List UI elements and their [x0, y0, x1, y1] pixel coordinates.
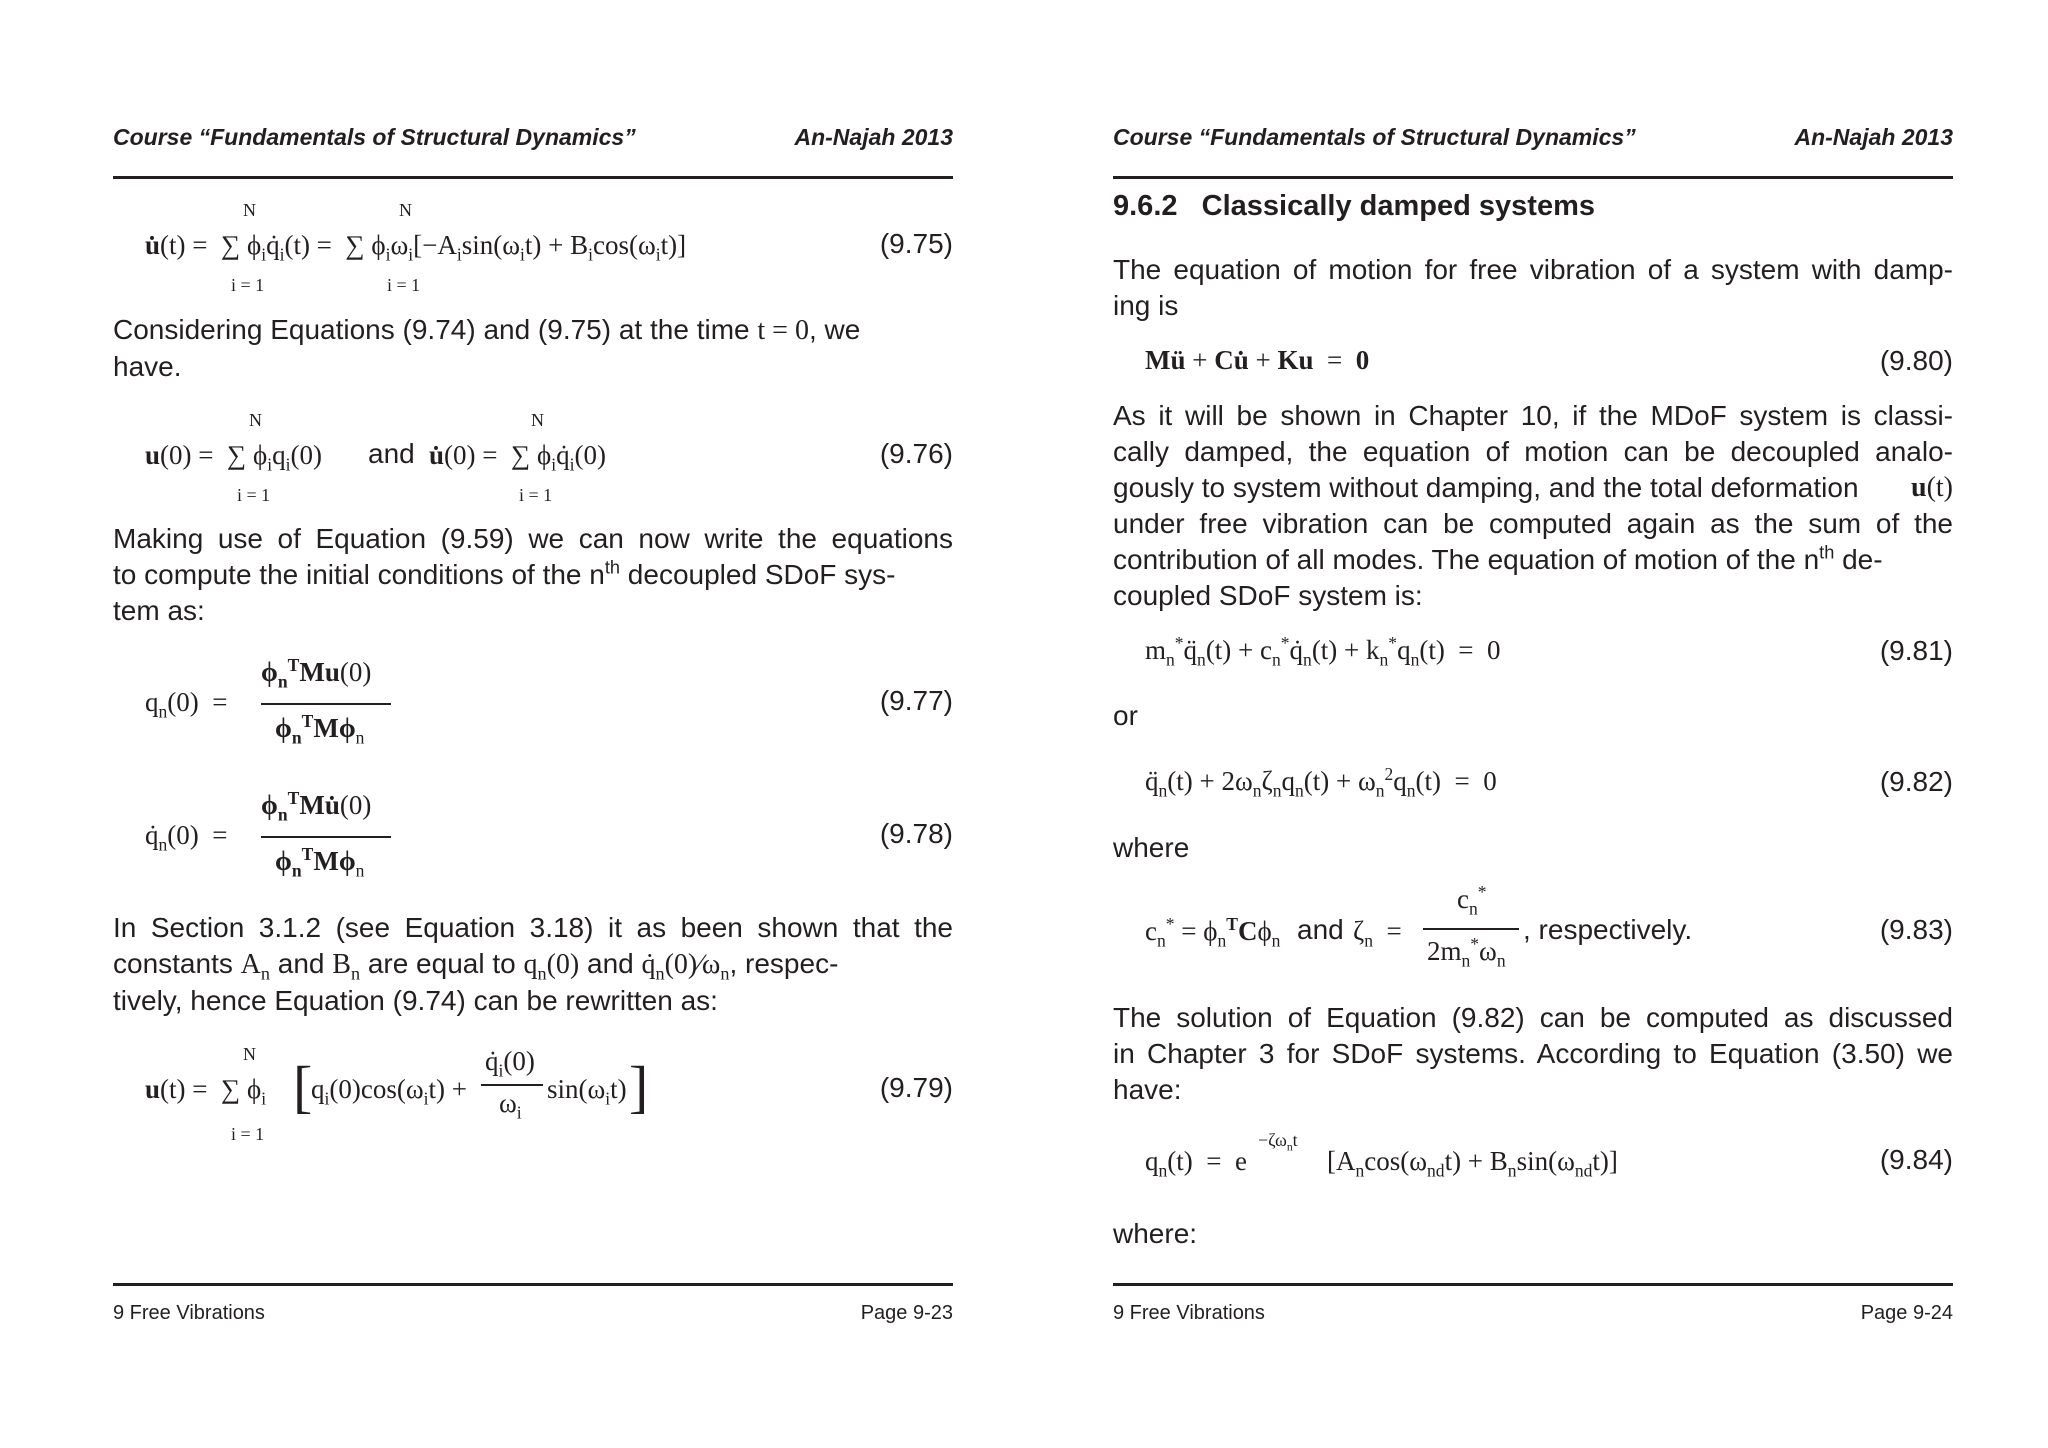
equation-9-77: $q_n(0)$ = $\phi_n^TMu(0)$ $\phi_n^TM\phi_n$ (9.77): [145, 655, 953, 748]
equation-number: (9.84): [1879, 1144, 1953, 1175]
paragraph: The equation of motion for free vibration of a system with damp- ing is: [1113, 254, 1953, 321]
footer-rule: [113, 1283, 953, 1286]
paragraph: In Section 3.1.2 (see Equation 3.18) it as been shown that the constants $A_n$ and $B_n$ are equal to $q_n(0)$ and $q̇_n(0)∕\omega_n$, respec- tively, hence Equation (9.74) can be rewritten as:: [113, 912, 953, 1016]
equation-number: (9.77): [879, 685, 953, 716]
equation-number: (9.78): [879, 818, 953, 849]
chapter-label: 9 Free Vibrations: [1113, 1302, 1265, 1324]
equation-number: (9.79): [879, 1072, 953, 1103]
equation-9-75: N N u̇(t) = ∑ $\phi_iq̇_i(t)$ = ∑ $\phi_i\omega_i[-A_i\sin(\omega_it) + B_i\cos(\omega_it)]$ i = 1 i = 1 (9.75): [145, 200, 953, 295]
footer-rule: [1113, 1283, 1953, 1286]
header-rule: [1113, 176, 1953, 179]
header-year: An-Najah 2013: [794, 124, 953, 150]
equation-9-83: $c_n^* = \phi_n^TC\phi_n$ and $\zeta_n$ = $c_n^*$ $2m_n^*\omega_n$ , respectively. (9.83): [1145, 882, 1953, 971]
paragraph: Making use of Equation (9.59) we can now write the equations to compute the initial conditions of the $n^{th}$ decoupled SDoF sys- tem as:: [113, 523, 953, 626]
left-page: [113, 0, 953, 1448]
course-title: Course “Fundamentals of Structural Dynamics”: [1113, 124, 1636, 150]
equation-number: (9.83): [1879, 914, 1953, 945]
equation-9-76: N N u(0) = ∑ $\phi_iq_i(0)$ and u̇(0) = ∑ $\phi_iq̇_i(0)$ i = 1 i = 1 (9.76): [145, 410, 953, 505]
course-title: Course “Fundamentals of Structural Dynamics”: [113, 124, 636, 150]
header-rule: [113, 176, 953, 179]
equation-number: (9.82): [1879, 766, 1953, 797]
equation-number: (9.76): [879, 438, 953, 469]
equation-9-82: $q̈_n(t) + 2\omega_n\zeta_nq_n(t) + \omega_n^2q_n(t) = 0$ (9.82): [1145, 764, 1953, 801]
paragraph: As it will be shown in Chapter 10, if the MDoF system is classi- cally damped, the equation of motion can be decoupled analo- gously to system without damping, and the total deformation u(t) under free vibration can be computed again as the sum of the contribution of all modes. The equation of motion of the $n^{th}$ de- coupled SDoF system is:: [1113, 400, 1953, 611]
text-or: or: [1113, 700, 1138, 731]
chapter-label: 9 Free Vibrations: [113, 1302, 265, 1324]
text-where: where: [1113, 832, 1190, 863]
equation-9-84: $-\zeta\omega_nt$ $q_n(t) = e$ $[A_n\cos(\omega_{nd}t) + B_n\sin(\omega_{nd}t)]$ (9.84): [1145, 1130, 1953, 1181]
equation-9-78: $q̇_n(0)$ = $\phi_n^TMu̇(0)$ $\phi_n^TM\phi_n$ (9.78): [145, 788, 953, 881]
paragraph: The solution of Equation (9.82) can be computed as discussed in Chapter 3 for SDoF systems. According to Equation (3.50) we have:: [1113, 1002, 1953, 1105]
text-where: where:: [1113, 1218, 1198, 1249]
equation-number: (9.75): [879, 228, 953, 259]
page-number: Page 9-24: [1860, 1302, 1953, 1324]
equation-9-80: Mü + Cu̇ + Ku = 0 (9.80): [1145, 345, 1953, 376]
equation-9-79: N u(t) = ∑ $\phi_i$ [ $q_i(0)\cos(\omega_it)$ + $q̇_i(0)$ $\omega_i$ $\sin(\omega_it)$ ] i = 1 (9.79): [145, 1044, 953, 1144]
header-year: An-Najah 2013: [1794, 124, 1953, 150]
right-page: [1113, 0, 1953, 1448]
page-number: Page 9-23: [860, 1302, 953, 1324]
equation-number: (9.81): [1879, 635, 1953, 666]
page-header: [1113, 124, 1953, 156]
section-heading: 9.6.2 Classically damped systems: [1113, 190, 1595, 222]
page-header: [113, 124, 953, 156]
equation-9-81: $m_n^*q̈_n(t)$ + $c_n^*q̇_n(t) + k_n^*q_n(t) = 0$ (9.81): [1145, 633, 1953, 670]
equation-number: (9.80): [1879, 345, 1953, 376]
paragraph: Considering Equations (9.74) and (9.75) at the time t = 0, we have.: [113, 314, 861, 382]
